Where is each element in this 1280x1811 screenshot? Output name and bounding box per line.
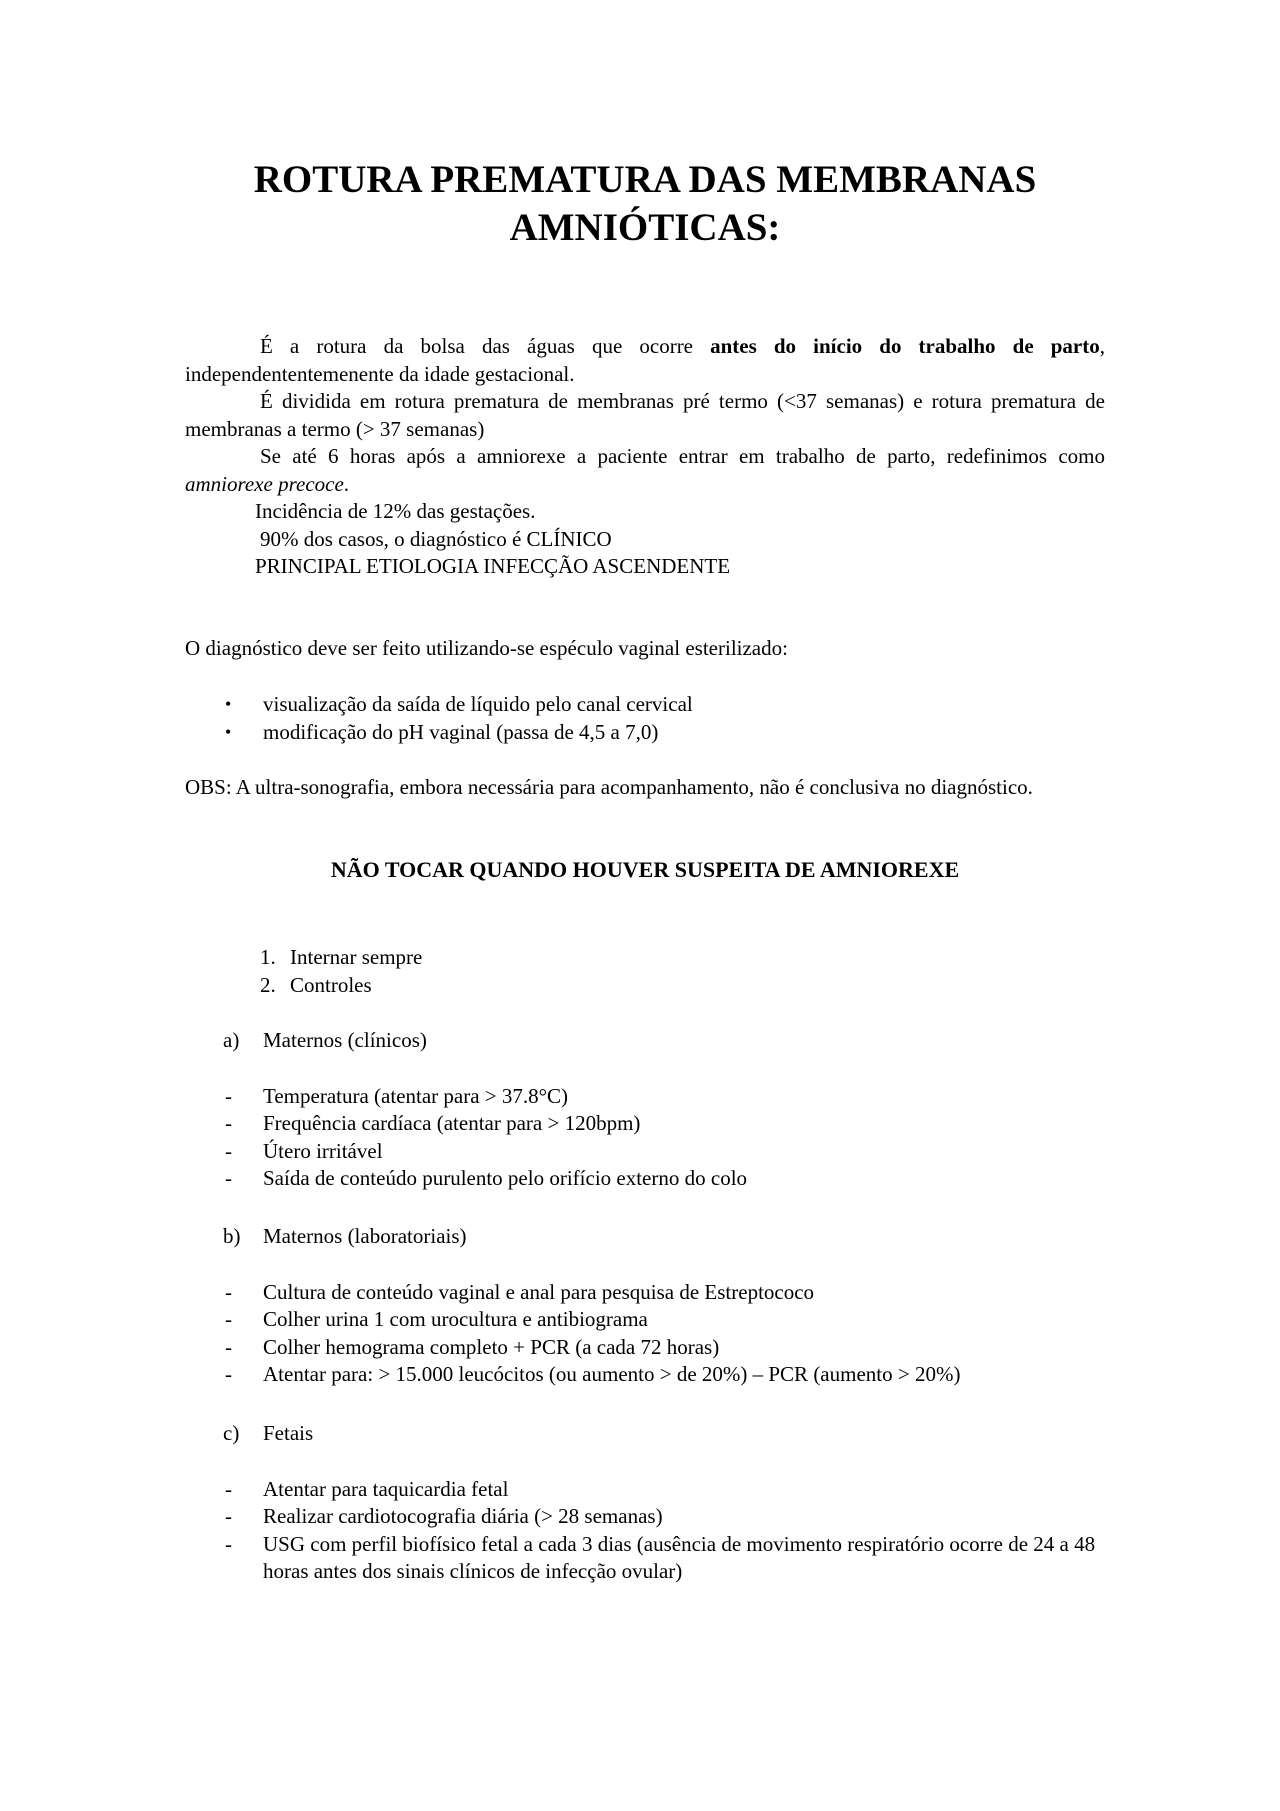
list-item-text: visualização da saída de líquido pelo canal cervical [263, 692, 693, 716]
dash-icon: - [225, 1334, 232, 1359]
list-item [185, 691, 1105, 719]
diagnosis-intro: O diagnóstico deve ser feito utilizando-se espéculo vaginal esterilizado: [185, 636, 788, 660]
bullet-icon: • [225, 721, 232, 742]
classification-paragraph: É dividida em rotura prematura de membranas pré termo (<37 semanas) e rotura prematura de membranas a termo (> 37 semanas) [185, 389, 1105, 441]
list-item [185, 1165, 1105, 1193]
list-item [185, 1306, 1105, 1334]
dash-icon: - [225, 1279, 232, 1304]
precoce-italic-text: amniorexe precoce [185, 471, 344, 496]
precoce-paragraph [185, 443, 1105, 498]
bullet-icon: • [225, 694, 232, 714]
list-item [185, 1476, 1105, 1504]
list-item-text: Temperatura (atentar para > 37.8°C) [263, 1083, 569, 1108]
list-item [185, 1110, 1105, 1138]
section-heading-text: Fetais [263, 1421, 314, 1445]
dash-icon: - [225, 1531, 232, 1556]
list-item-text: Internar sempre [290, 945, 423, 969]
list-item-text: Colher hemograma completo + PCR (a cada 72 horas) [263, 1334, 720, 1359]
list-item-text: Atentar para taquicardia fetal [263, 1476, 509, 1501]
list-item [185, 1083, 1105, 1111]
dash-list [185, 1083, 1105, 1193]
etiology-line: PRINCIPAL ETIOLOGIA INFECÇÃO ASCENDENTE [255, 554, 731, 578]
list-item [185, 1503, 1105, 1531]
list-item [185, 719, 1105, 747]
dash-icon: - [225, 1504, 232, 1528]
dash-icon: - [225, 1307, 232, 1331]
clinical-diagnosis-line: 90% dos casos, o diagnóstico é CLÍNICO [260, 526, 612, 551]
dash-list [185, 1476, 1105, 1586]
definition-text-end: , independententemenente da idade gestacional. [185, 334, 1105, 386]
definition-bold-text: antes do início do trabalho de parto [710, 334, 1100, 358]
section-maternos-clinicos [185, 1027, 1105, 1193]
page-title [185, 156, 1105, 252]
intro-section [185, 333, 1105, 581]
section-letter: c) [223, 1421, 240, 1445]
dash-icon: - [225, 1166, 232, 1190]
obs-note: OBS: A ultra-sonografia, embora necessária para acompanhamento, não é conclusiva no diagnóstico. [185, 775, 1033, 799]
incidence-line: Incidência de 12% das gestações. [255, 499, 536, 523]
section-maternos-laboratoriais [185, 1223, 1105, 1389]
list-item [185, 1138, 1105, 1166]
list-item [185, 944, 1105, 972]
list-item-text: modificação do pH vaginal (passa de 4,5 a 7,0) [263, 719, 659, 744]
list-item-text: USG com perfil biofísico fetal a cada 3 dias (ausência de movimento respiratório ocorre de 24 a 48 horas antes dos sinais clínicos de infecção ovular) [263, 1531, 1096, 1583]
section-heading-text: Maternos (laboratoriais) [263, 1224, 467, 1248]
dash-icon: - [225, 1476, 232, 1501]
section-letter: b) [223, 1224, 241, 1248]
definition-paragraph [185, 333, 1105, 388]
warning-heading: NÃO TOCAR QUANDO HOUVER SUSPEITA DE AMNIOREXE [330, 857, 960, 882]
list-item-text: Controles [290, 972, 372, 997]
list-item [185, 1361, 1105, 1389]
section-heading [185, 1027, 1105, 1055]
list-item-text: Útero irritável [263, 1138, 383, 1163]
section-letter: a) [223, 1028, 240, 1052]
list-item-text: Realizar cardiotocografia diária (> 28 semanas) [263, 1504, 663, 1528]
precoce-text: Se até 6 horas após a amniorexe a paciente entrar em trabalho de parto, redefinimos como [260, 444, 1105, 468]
section-heading [185, 1223, 1105, 1251]
list-item-text: Cultura de conteúdo vaginal e anal para pesquisa de Estreptococo [263, 1279, 815, 1304]
page-title-line-1: ROTURA PREMATURA DAS MEMBRANAS [253, 158, 1037, 201]
numbered-list [185, 944, 1105, 999]
list-item [185, 1279, 1105, 1307]
section-heading [185, 1420, 1105, 1448]
list-item-text: Saída de conteúdo purulento pelo orifício externo do colo [263, 1166, 748, 1190]
section-heading-text: Maternos (clínicos) [263, 1028, 427, 1052]
definition-text: É a rotura da bolsa das águas que ocorre [260, 334, 711, 358]
list-item [185, 1334, 1105, 1362]
list-item-text: Frequência cardíaca (atentar para > 120bpm) [263, 1111, 641, 1135]
dash-icon: - [225, 1111, 232, 1135]
diagnosis-bullet-list [185, 691, 1105, 746]
list-number: 2. [260, 972, 276, 997]
list-item [185, 972, 1105, 1000]
dash-icon: - [225, 1083, 232, 1108]
dash-list [185, 1279, 1105, 1389]
dash-icon: - [225, 1362, 232, 1386]
page-title-line-2: AMNIÓTICAS: [509, 206, 781, 249]
list-item-text: Colher urina 1 com urocultura e antibiograma [263, 1307, 648, 1331]
dash-icon: - [225, 1138, 232, 1163]
list-item [185, 1531, 1105, 1586]
list-item-text: Atentar para: > 15.000 leucócitos (ou aumento > de 20%) – PCR (aumento > 20%) [263, 1362, 961, 1386]
precoce-text-end: . [343, 471, 350, 496]
section-fetais [185, 1420, 1105, 1586]
list-number: 1. [260, 945, 276, 969]
